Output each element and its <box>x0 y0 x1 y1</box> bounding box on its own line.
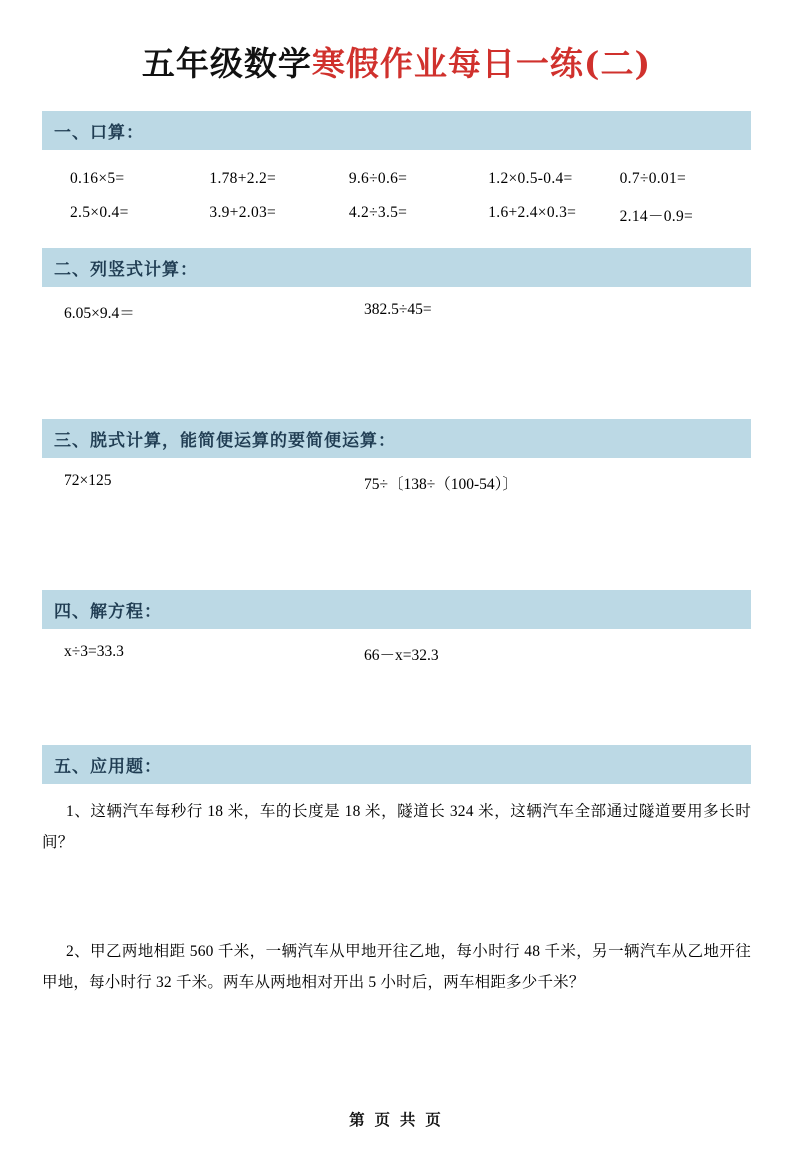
stepwise-calculation-list <box>42 458 751 494</box>
title-part-main: 寒假作业每日一练 <box>311 44 584 83</box>
word-problem <box>42 936 751 998</box>
page-title <box>42 38 751 85</box>
worksheet-page <box>0 38 793 1160</box>
oral-calculation-list <box>42 150 751 248</box>
section-heading-equations: 四、解方程： <box>42 590 751 629</box>
section-heading-oral: 一、口算： <box>42 111 751 150</box>
word-problem-list <box>42 784 751 1066</box>
oral-item: 0.16×5= <box>70 170 125 187</box>
equation-item: 66－x=32.3 <box>364 647 439 664</box>
answer-space <box>42 1006 751 1066</box>
answer-space <box>42 665 751 745</box>
oral-row <box>48 204 745 226</box>
answer-space <box>42 494 751 590</box>
stepwise-item: 72×125 <box>64 472 112 489</box>
oral-item: 4.2÷3.5= <box>348 204 408 221</box>
equation-list <box>42 629 751 665</box>
word-problem-text: 2、甲乙两地相距 560 千米，一辆汽车从甲地开往乙地，每小时行 48 千米，另一辆汽车从乙地开往甲地，每小时行 32 千米。两车从两地相对开出 5 小时后，两车相距多少千米？ <box>42 943 751 991</box>
word-problem <box>42 796 751 858</box>
oral-item: 0.7÷0.01= <box>619 170 687 187</box>
vertical-item: 6.05×9.4＝ <box>64 305 135 322</box>
section-heading-vertical: 二、列竖式计算： <box>42 248 751 287</box>
page-footer: 第 页 共 页 <box>349 1112 444 1129</box>
oral-item: 9.6÷0.6= <box>348 170 408 187</box>
answer-space <box>42 323 751 419</box>
section-heading-stepwise: 三、脱式计算，能简便运算的要简便运算： <box>42 419 751 458</box>
oral-row <box>48 170 745 188</box>
word-problem-text: 1、这辆汽车每秒行 18 米，车的长度是 18 米，隧道长 324 米，这辆汽车全部通过隧道要用多长时间？ <box>42 803 751 851</box>
vertical-calculation-list <box>42 287 751 323</box>
stepwise-item: 75÷〔138÷（100-54）〕 <box>364 476 518 493</box>
title-part-number: (二) <box>583 44 652 83</box>
oral-item: 3.9+2.03= <box>209 204 277 221</box>
vertical-item: 382.5÷45= <box>364 301 432 318</box>
title-part-grade: 五年级数学 <box>141 44 312 83</box>
oral-item: 2.14－0.9= <box>619 208 694 225</box>
section-heading-word-problems: 五、应用题： <box>42 745 751 784</box>
oral-item: 1.78+2.2= <box>209 170 277 187</box>
oral-item: 1.2×0.5-0.4= <box>488 170 573 187</box>
equation-item: x÷3=33.3 <box>64 643 124 660</box>
oral-item: 2.5×0.4= <box>70 204 129 221</box>
oral-item: 1.6+2.4×0.3= <box>488 204 577 221</box>
answer-space <box>42 866 751 936</box>
